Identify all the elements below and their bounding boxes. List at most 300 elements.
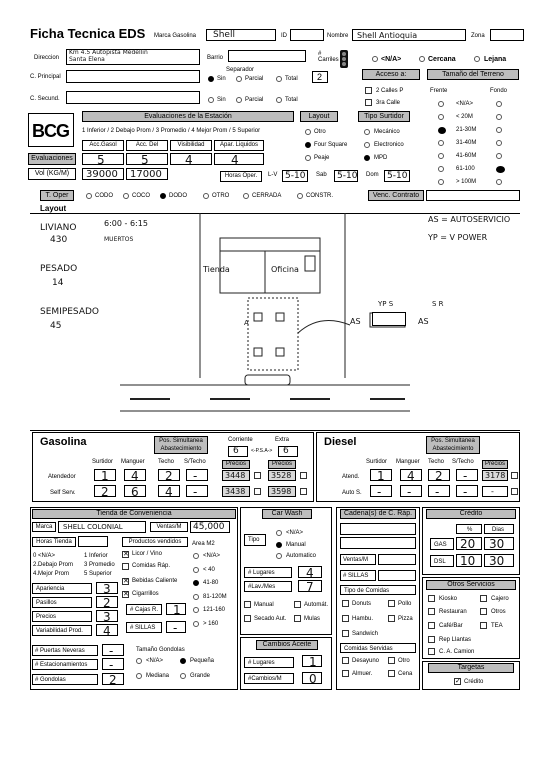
credito-dsl-pct[interactable] (456, 554, 482, 567)
acceso-3calle-label: 3ra Calle (376, 100, 401, 106)
scale-3: 3 Promedio (84, 562, 115, 568)
toper-codo-label: CODO (95, 193, 113, 199)
vis-na-radio[interactable] (372, 56, 378, 62)
gondola-grande-radio[interactable] (180, 673, 186, 679)
dsl-col-surtidor: Surtidor (366, 459, 388, 465)
sketch-as-2: AS (418, 317, 429, 326)
layout-foursquare-radio[interactable] (305, 142, 311, 148)
tamano-opt-0: <N/A> (456, 101, 474, 107)
area-opt-0[interactable] (193, 553, 199, 559)
frente-opt-1[interactable] (438, 114, 444, 120)
marca-value: Shell (213, 30, 235, 40)
col-apar-liquidos: Apar. Liquidos (214, 140, 264, 151)
diesel-title: Diesel (324, 436, 357, 448)
horas-lv-value: 5-10 (285, 171, 306, 181)
tienda-header: Tienda de Conveniencia (32, 509, 236, 519)
cambios-lugares-label: # Lugares (248, 660, 275, 666)
cadena-ventas-field[interactable] (378, 554, 416, 565)
prod-cigarrillos-check[interactable]: ✕ (123, 591, 129, 598)
carwash-header: Car Wash (262, 509, 312, 519)
gondolas-value: 2 (109, 673, 117, 687)
gas-row-self: Self Serv. (50, 490, 76, 496)
otros-camion-check[interactable] (428, 648, 435, 655)
sillas-value: - (173, 621, 178, 635)
variabilidad-label: Variabilidad Prod. (36, 628, 83, 634)
gas-atend-precio-1[interactable] (222, 470, 250, 481)
carriles-field[interactable] (312, 71, 328, 83)
fondo-opt-4[interactable] (496, 153, 502, 159)
dsl-autos-manguer[interactable] (400, 485, 422, 497)
form-title: Ficha Tecnica EDS (30, 26, 146, 41)
gas-atend-stecho[interactable] (186, 469, 208, 481)
cadena-sillas-label: # SILLAS (343, 573, 369, 579)
acceso-2calles-check[interactable] (365, 87, 372, 94)
vol-value-2: 17000 (130, 169, 162, 180)
carwash-mulas-check[interactable] (294, 615, 301, 622)
variabilidad-field[interactable] (96, 624, 118, 636)
corriente-psa-field[interactable] (228, 446, 248, 457)
vis-lejana-radio[interactable] (474, 56, 480, 62)
credito-gas-dias[interactable] (484, 537, 514, 550)
gondola-mediana-label: Mediana (146, 673, 170, 679)
servida-otro-check[interactable] (388, 657, 395, 664)
dsl-atend-techo[interactable] (428, 469, 450, 481)
variabilidad-label-box (32, 625, 92, 636)
prod-comidas-check[interactable] (122, 563, 129, 570)
otros-kiosko-label: Kiosko (439, 596, 458, 602)
direccion-line1: Km 4.5 Autopista Medellin (69, 49, 148, 56)
evaluaciones-row-label: Evaluaciones (28, 153, 76, 165)
fondo-opt-3[interactable] (496, 140, 502, 146)
tienda-ventas-field[interactable] (190, 521, 230, 533)
gas-self-precio-2-check[interactable] (300, 488, 307, 495)
estac-field[interactable] (102, 658, 124, 670)
layout-foursquare-label: Four Square (314, 142, 348, 148)
sketch-tienda: Tienda (203, 265, 230, 274)
comida-sandwich-check[interactable] (342, 630, 349, 637)
estac-label: # Estacionamientos (35, 662, 88, 668)
sep-total-label: Total (285, 76, 298, 82)
carriles-label: # Carriles (318, 51, 339, 63)
otros-llantas-check[interactable] (428, 636, 435, 643)
sec-parcial-label: Parcial (245, 97, 264, 103)
precios-label-box (32, 611, 92, 622)
gondola-pequena-radio[interactable] (180, 658, 186, 664)
tienda-horas-field[interactable] (78, 536, 108, 547)
sep-sin-label: Sin (217, 76, 226, 82)
direccion-label: Direccion (34, 55, 60, 61)
comida-pizza-check[interactable] (388, 615, 395, 622)
neveras-label-box (32, 645, 98, 656)
gas-atend-surtidor[interactable] (94, 469, 116, 481)
toper-dodo-radio[interactable] (160, 193, 166, 199)
comida-donuts-label: Donuts (352, 601, 372, 607)
area-opt-3[interactable] (193, 594, 199, 600)
tamano-opt-5: 61-100 (456, 166, 475, 172)
otros-restauran-check[interactable] (428, 608, 435, 615)
credito-dsl-dias-value: 30 (489, 554, 505, 568)
vis-na-label: <N/A> (381, 56, 402, 63)
cambios-cambios-field[interactable] (302, 672, 322, 684)
fondo-opt-2[interactable] (496, 127, 502, 133)
barrio-field[interactable] (228, 50, 306, 62)
bcg-logo (28, 113, 74, 147)
gas-self-surtidor[interactable] (94, 485, 116, 497)
toper-codo-radio[interactable] (86, 193, 92, 199)
neveras-field[interactable] (102, 644, 124, 656)
credito-dsl-box (430, 555, 454, 567)
servida-desayuno-label: Desayuno (352, 658, 380, 664)
dsl-col-precios: Precios (482, 460, 508, 469)
toper-constr-label: CONSTR. (306, 193, 333, 199)
tamano-header: Tamaño del Terreno (427, 69, 519, 80)
gas-row-atendedor: Atendedor (48, 474, 76, 480)
extra-psa-field[interactable] (278, 446, 298, 457)
targetas-credito-check[interactable]: ✓ (455, 678, 461, 685)
area-opt-1[interactable] (193, 567, 199, 573)
gas-atend-manguer[interactable] (124, 469, 146, 481)
liviano-label: LIVIANO (40, 223, 77, 233)
cambios-cambios-box (244, 673, 294, 684)
otros-cafe-check[interactable] (428, 622, 435, 629)
dsl-autos-stecho-value: - (463, 485, 468, 499)
tipo-comidas-box (340, 585, 416, 595)
surtidor-electronico-label: Electronico (374, 142, 404, 148)
nombre-field[interactable] (352, 29, 466, 41)
horas-sab-field[interactable] (334, 170, 358, 182)
comida-hambu-label: Hambu. (352, 616, 374, 622)
credito-dias-label: Dias (492, 527, 505, 533)
area-label: Area M2 (192, 541, 215, 547)
dsl-autos-stecho[interactable] (456, 485, 478, 497)
toper-otro-radio[interactable] (203, 193, 209, 199)
frente-opt-4[interactable] (438, 153, 444, 159)
precios-field[interactable] (96, 610, 118, 622)
otros-tea-check[interactable] (480, 622, 487, 629)
carwash-manual-label: Manual (286, 542, 306, 548)
otros-cajero-check[interactable] (480, 595, 487, 602)
carwash-tipo-box (244, 534, 266, 546)
vol-field-2[interactable] (126, 168, 168, 180)
horas-lv-field[interactable] (282, 170, 308, 182)
cambios-header: Cambios Aceite (256, 640, 318, 650)
carwash-lav-value: 7 (306, 580, 314, 594)
dsl-atend-surtidor[interactable] (370, 469, 392, 481)
cajas-label: # Cajas R. (130, 607, 159, 613)
pasillos-label-box (32, 597, 92, 608)
carwash-manual-check-label: Manual (254, 602, 274, 608)
acceso-3calle-check[interactable] (365, 99, 372, 106)
area-opt-2-label: 41-80 (203, 580, 219, 586)
carwash-auto-radio[interactable] (276, 553, 282, 559)
vis-cercana-label: Cercana (428, 56, 456, 63)
dsl-col-stecho: S/Techo (452, 459, 474, 465)
tamano-opt-2: 21-30M (456, 127, 477, 133)
credito-dsl-label: DSL (434, 559, 446, 565)
tienda-marca-field[interactable] (58, 521, 146, 533)
nombre-value: Shell Antioquia (357, 31, 418, 40)
col-acc-gasol: Acc.Gasol (82, 140, 124, 151)
frente-opt-3[interactable] (438, 140, 444, 146)
scale-5: 5 Superior (84, 571, 112, 577)
pasillos-field[interactable] (96, 596, 118, 608)
col-acc-del: Acc. Del (126, 140, 168, 151)
tamano-opt-3: 31-40M (456, 140, 477, 146)
otros-otros-check[interactable] (480, 608, 487, 615)
gas-self-precio-2[interactable] (268, 486, 296, 497)
sec-sin-label: Sin (217, 97, 226, 103)
dsl-autos-surtidor[interactable] (370, 485, 392, 497)
estac-label-box (32, 659, 98, 670)
cadena-sillas-field[interactable] (378, 570, 416, 581)
gas-atend-precio-1-value: 3448 (225, 471, 246, 480)
gas-atend-precio-2-value: 3528 (271, 471, 292, 480)
venc-contrato-label: Venc. Contrato (368, 190, 424, 201)
comida-hambu-check[interactable] (342, 615, 349, 622)
direccion-field[interactable] (66, 49, 200, 65)
carwash-auto-label: Automatico (286, 553, 317, 559)
vis-cercana-radio[interactable] (419, 56, 425, 62)
apariencia-label: Apariencia (36, 586, 65, 592)
tienda-ventas-value: 45,000 (193, 522, 225, 532)
carwash-na-radio[interactable] (276, 530, 282, 536)
layout-bottom-border (30, 430, 520, 431)
area-opt-4-label: 121-160 (203, 607, 226, 613)
comida-pollo-label: Pollo (398, 601, 412, 607)
area-opt-4[interactable] (193, 607, 199, 613)
surtidor-mpd-radio[interactable] (364, 155, 370, 161)
eval-acc-gasol[interactable] (82, 153, 124, 165)
carwash-lugares-field[interactable] (298, 566, 322, 578)
apariencia-field[interactable] (96, 582, 118, 594)
otros-cajero-label: Cajero (491, 596, 509, 602)
fondo-opt-1[interactable] (496, 114, 502, 120)
carwash-lav-field[interactable] (298, 580, 322, 592)
tamano-opt-6: > 100M (456, 179, 477, 185)
gondolas-field[interactable] (102, 673, 124, 685)
credito-gas-pct[interactable] (456, 537, 482, 550)
gas-col-manguer: Manguer (121, 459, 145, 465)
sep-parcial-radio[interactable] (236, 76, 242, 82)
frente-opt-5[interactable] (438, 166, 444, 172)
tamano-opt-1: < 20M (456, 114, 473, 120)
surtidor-mecanico-label: Mecánico (374, 129, 400, 135)
toper-otro-label: OTRO (212, 193, 230, 199)
gas-self-surtidor-value: 2 (101, 485, 109, 499)
dsl-autos-precio-check[interactable] (511, 488, 518, 495)
sketch-yps: YP S (378, 300, 394, 308)
gas-self-manguer[interactable] (124, 485, 146, 497)
credito-dsl-pct-value: 10 (460, 554, 476, 568)
area-opt-2[interactable] (193, 580, 199, 586)
sep-total-radio[interactable] (276, 76, 282, 82)
gas-atend-precio-1-check[interactable] (254, 472, 261, 479)
sec-total-radio[interactable] (276, 97, 282, 103)
sillas-field[interactable] (166, 621, 186, 633)
apariencia-label-box (32, 583, 92, 594)
comida-pollo-check[interactable] (388, 600, 395, 607)
carwash-secado-check[interactable] (244, 615, 251, 622)
gas-self-stecho[interactable] (186, 485, 208, 497)
eval-visibilidad[interactable] (170, 153, 212, 165)
gas-atend-precio-2-check[interactable] (300, 472, 307, 479)
toper-coco-radio[interactable] (123, 193, 129, 199)
cajas-field[interactable] (166, 603, 186, 615)
fondo-opt-6[interactable] (496, 179, 502, 185)
tienda-ventas-label: Ventas/M (150, 522, 188, 532)
pasillos-label: Pasillos (36, 600, 57, 606)
gasolina-simultanea: Pos. Simultanea Abastecimiento (154, 436, 208, 454)
cambios-lugares-field[interactable] (302, 655, 322, 667)
apariencia-value: 3 (103, 582, 111, 596)
dsl-atend-manguer[interactable] (400, 469, 422, 481)
eval-apar-liquidos[interactable] (214, 153, 264, 165)
semipesado-value: 45 (50, 321, 62, 331)
credito-dsl-dias[interactable] (484, 554, 514, 567)
dsl-autos-techo-value: - (435, 485, 440, 499)
horas-dom-field[interactable] (384, 170, 410, 182)
sketch-oficina: Oficina (271, 265, 299, 274)
cadena-field-1[interactable] (340, 523, 416, 535)
gas-self-precio-1-check[interactable] (254, 488, 261, 495)
yp-definition: YP = V POWER (428, 233, 488, 242)
gondola-grande-label: Grande (190, 673, 211, 679)
fondo-opt-5[interactable] (496, 166, 505, 173)
dsl-atend-precio-check[interactable] (511, 472, 518, 479)
tienda-marca-label: Marca (32, 522, 56, 532)
prod-licor-check[interactable]: ✕ (123, 551, 129, 558)
dsl-atend-precio[interactable] (482, 470, 508, 481)
toper-coco-label: COCO (132, 193, 150, 199)
dsl-col-manguer: Manguer (396, 459, 420, 465)
eval-acc-del[interactable] (126, 153, 168, 165)
venc-contrato-field[interactable] (426, 190, 520, 201)
cadena-field-2[interactable] (340, 537, 416, 549)
gas-atend-stecho-value: - (193, 469, 198, 483)
c-secund-field[interactable] (66, 91, 200, 104)
tienda-marca-value: SHELL COLONIAL (63, 523, 123, 531)
frente-opt-2[interactable] (438, 127, 446, 134)
layout-otro-radio[interactable] (305, 129, 311, 135)
dsl-atend-stecho-value: - (463, 469, 468, 483)
dsl-autos-techo[interactable] (428, 485, 450, 497)
gas-self-manguer-value: 6 (131, 485, 139, 499)
servida-cena-check[interactable] (388, 670, 395, 677)
toper-cerrada-radio[interactable] (243, 193, 249, 199)
gas-self-precio-1[interactable] (222, 486, 250, 497)
direccion-line2: Santa Elena (69, 56, 105, 63)
sketch-a: A (244, 319, 249, 327)
marca-field[interactable] (206, 29, 276, 41)
frente-label: Frente (430, 88, 448, 94)
gas-self-techo[interactable] (158, 485, 180, 497)
surtidor-mecanico-radio[interactable] (364, 129, 370, 135)
toper-cerrada-label: CERRADA (252, 193, 282, 199)
scale-2: 2.Debajo Prom (33, 562, 74, 568)
dsl-autos-precio[interactable] (482, 486, 508, 497)
gas-atend-precio-2[interactable] (268, 470, 296, 481)
traffic-light-icon (338, 50, 350, 68)
sec-sin-radio[interactable] (208, 97, 214, 103)
cambios-cambios-value: 0 (309, 672, 317, 686)
precios-value: 3 (103, 610, 111, 624)
vol-field-1[interactable] (82, 168, 124, 180)
acceso-header: Acceso a: (362, 69, 420, 80)
dsl-atend-stecho[interactable] (456, 469, 478, 481)
credito-gas-label: GAS (434, 542, 447, 548)
sep-parcial-label: Parcial (245, 76, 264, 82)
surtidor-header: Tipo Surtidor (358, 111, 410, 122)
carwash-na-label: <N/A> (286, 530, 304, 536)
carwash-secado-check-label: Secado Aut. (254, 616, 287, 622)
credito-pct-label: % (467, 527, 473, 533)
gas-self-stecho-value: - (193, 485, 198, 499)
frente-opt-0[interactable] (438, 101, 444, 107)
area-opt-5[interactable] (193, 621, 199, 627)
layout-peaje-radio[interactable] (305, 155, 311, 161)
acceso-2calles-label: 2 Calles P (376, 88, 404, 94)
otros-camion-label: C. A. Camion (439, 649, 475, 655)
separador-label: Separador (226, 67, 255, 73)
sep-sin-radio[interactable] (208, 76, 214, 82)
gondola-na-radio[interactable] (136, 658, 142, 664)
prod-comidas-label: Comidas Ráp. (132, 563, 171, 569)
sec-parcial-radio[interactable] (236, 97, 242, 103)
area-opt-5-label: > 160 (203, 621, 219, 627)
otros-tea-label: TEA (491, 623, 503, 629)
fondo-opt-0[interactable] (496, 101, 502, 107)
prod-bebidas-check[interactable]: ✕ (123, 578, 129, 585)
sketch-as-1: AS (350, 317, 361, 326)
zona-field[interactable] (490, 29, 524, 41)
frente-opt-6[interactable] (438, 179, 444, 185)
servida-almuer-label: Almuer. (352, 671, 373, 677)
evaluaciones-scale: 1 Inferior / 2 Debajo Prom / 3 Promedio / 4 Mejor Prom / 5 Superior (82, 128, 261, 134)
carwash-manual-radio[interactable] (276, 542, 282, 548)
servida-almuer-check[interactable] (342, 670, 349, 677)
neveras-value: - (109, 644, 114, 658)
id-label: ID (281, 33, 287, 39)
corriente-psa-value: 6 (233, 446, 239, 456)
comidas-servidas-box (340, 643, 416, 653)
id-field[interactable] (290, 29, 324, 41)
area-opt-3-label: 81-120M (203, 594, 227, 600)
carwash-automat-check[interactable] (294, 601, 301, 608)
toper-constr-radio[interactable] (297, 193, 303, 199)
prod-cigarrillos-label: Cigarrillos (132, 591, 159, 597)
sketch-sr: S R (432, 300, 444, 308)
credito-gas-dias-value: 30 (489, 537, 505, 551)
gondola-mediana-radio[interactable] (136, 673, 142, 679)
carwash-manual-check[interactable] (244, 601, 251, 608)
cadena-sillas-box (340, 570, 376, 581)
surtidor-electronico-radio[interactable] (364, 142, 370, 148)
gondola-pequena-label: Pequeña (190, 658, 215, 664)
targetas-header: Targetas (428, 663, 514, 673)
servida-desayuno-check[interactable] (342, 657, 349, 664)
eval-acc-gasol-value: 5 (97, 153, 105, 167)
carwash-lugares-value: 4 (306, 566, 314, 580)
c-principal-field[interactable] (66, 70, 200, 83)
gondolas-label-box (32, 674, 98, 685)
layout-opts-header: Layout (300, 111, 338, 122)
gas-atend-techo[interactable] (158, 469, 180, 481)
comida-donuts-check[interactable] (342, 600, 349, 607)
gas-atend-manguer-value: 4 (131, 469, 139, 483)
pasillos-value: 2 (103, 596, 111, 610)
otros-cafe-label: Café/Bar (439, 623, 463, 629)
otros-kiosko-check[interactable] (428, 595, 435, 602)
